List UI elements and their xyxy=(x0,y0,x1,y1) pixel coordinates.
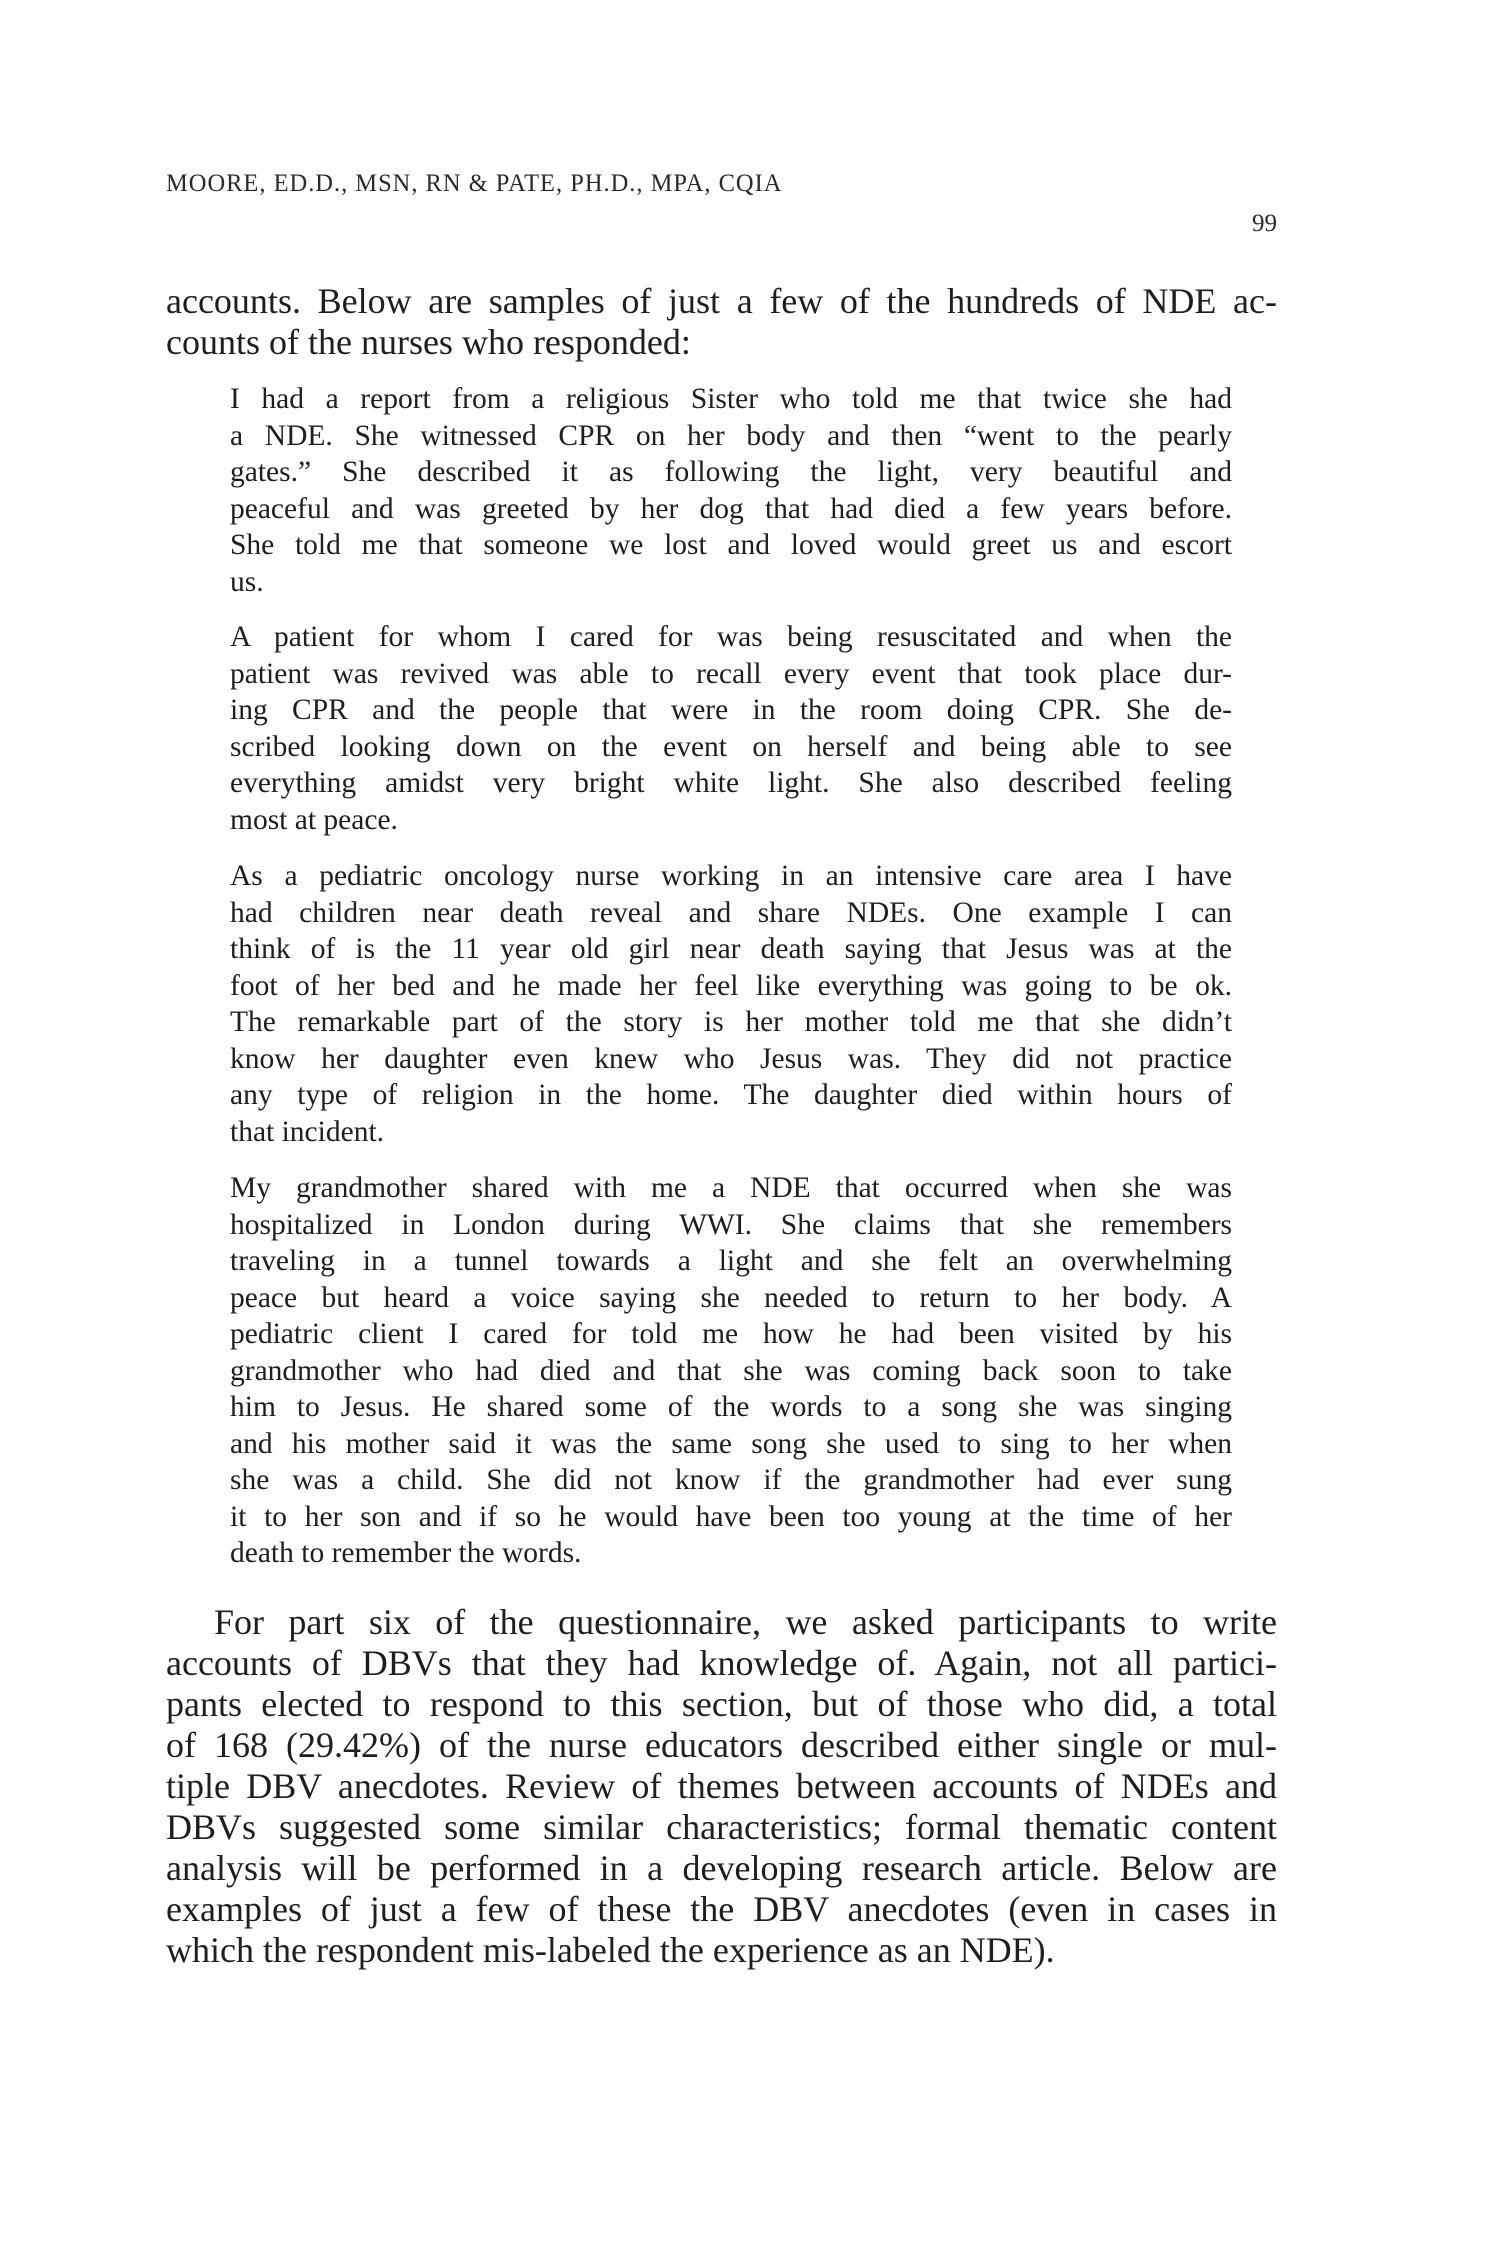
text-line: everything amidst very bright white light. She also described feeling xyxy=(230,767,1232,799)
text-line: accounts of DBVs that they had knowledge of. Again, not all partici- xyxy=(166,1643,1277,1683)
text-line: pants elected to respond to this section, but of those who did, a total xyxy=(166,1684,1277,1724)
text-line: know her daughter even knew who Jesus was. They did not practice xyxy=(230,1042,1232,1075)
text-line: traveling in a tunnel towards a light and she felt an overwhelming xyxy=(230,1245,1232,1277)
text-line: think of is the 11 year old girl near death saying that Jesus was at the xyxy=(230,933,1232,965)
text-line: peaceful and was greeted by her dog that had died a few years before. xyxy=(230,492,1232,525)
text-line: analysis will be performed in a developing research article. Below are xyxy=(166,1848,1277,1888)
text-line: For part six of the questionnaire, we asked participants to write xyxy=(214,1602,1277,1642)
text-line: of 168 (29.42%) of the nurse educators described either single or mul- xyxy=(166,1725,1277,1765)
block-quote-pediatric-oncology xyxy=(230,858,1232,1150)
text-line: him to Jesus. He shared some of the words to a song she was singing xyxy=(230,1391,1232,1423)
page-number: 99 xyxy=(1252,210,1277,237)
text-line: she was a child. She did not know if the grandmother had ever sung xyxy=(230,1464,1232,1496)
text-line: grandmother who had died and that she was coming back soon to take xyxy=(230,1354,1232,1387)
text-line: She told me that someone we lost and loved would greet us and escort xyxy=(230,529,1232,561)
text-line: peace but heard a voice saying she needed to return to her body. A xyxy=(230,1281,1232,1314)
text-line: The remarkable part of the story is her mother told me that she didn’t xyxy=(230,1006,1232,1038)
text-line: counts of the nurses who responded: xyxy=(166,322,691,362)
text-line: gates.” She described it as following the light, very beautiful and xyxy=(230,456,1232,488)
block-quote-religious-sister xyxy=(230,381,1232,600)
block-quote-grandmother xyxy=(230,1170,1232,1572)
text-line: examples of just a few of these the DBV anecdotes (even in cases in xyxy=(166,1889,1277,1929)
text-line: patient was revived was able to recall every event that took place dur- xyxy=(230,657,1232,690)
text-line: hospitalized in London during WWI. She claims that she remembers xyxy=(230,1208,1232,1241)
text-line: DBVs suggested some similar characteristics; formal thematic content xyxy=(166,1807,1277,1847)
text-line: I had a report from a religious Sister who told me that twice she had xyxy=(230,383,1232,415)
text-line: scribed looking down on the event on herself and being able to see xyxy=(230,730,1232,763)
text-line: and his mother said it was the same song she used to sing to her when xyxy=(230,1427,1232,1460)
text-line: most at peace. xyxy=(230,803,398,836)
text-line: us. xyxy=(230,565,264,598)
text-line: it to her son and if so he would have been too young at the time of her xyxy=(230,1500,1232,1533)
text-line: pediatric client I cared for told me how he had been visited by his xyxy=(230,1318,1232,1350)
text-line: had children near death reveal and share NDEs. One example I can xyxy=(230,896,1232,929)
block-quote-resuscitated-patient xyxy=(230,619,1232,838)
running-head: MOORE, ED.D., MSN, RN & PATE, PH.D., MPA, CQIA xyxy=(166,170,783,197)
intro-paragraph xyxy=(166,281,1277,363)
part-six-paragraph xyxy=(166,1602,1277,1971)
text-line: As a pediatric oncology nurse working in an intensive care area I have xyxy=(230,860,1232,892)
text-line: death to remember the words. xyxy=(230,1537,582,1569)
text-line: My grandmother shared with me a NDE that occurred when she was xyxy=(230,1172,1232,1204)
text-line: tiple DBV anecdotes. Review of themes between accounts of NDEs and xyxy=(166,1766,1277,1806)
text-line: any type of religion in the home. The daughter died within hours of xyxy=(230,1079,1232,1111)
text-line: that incident. xyxy=(230,1115,385,1148)
text-line: ing CPR and the people that were in the room doing CPR. She de- xyxy=(230,694,1232,726)
text-line: a NDE. She witnessed CPR on her body and then “went to the pearly xyxy=(230,419,1232,452)
text-line: accounts. Below are samples of just a few of the hundreds of NDE ac- xyxy=(166,281,1277,321)
text-line: foot of her bed and he made her feel like everything was going to be ok. xyxy=(230,969,1232,1002)
text-line: which the respondent mis-labeled the experience as an NDE). xyxy=(166,1930,1055,1970)
text-line: A patient for whom I cared for was being resuscitated and when the xyxy=(230,621,1232,653)
